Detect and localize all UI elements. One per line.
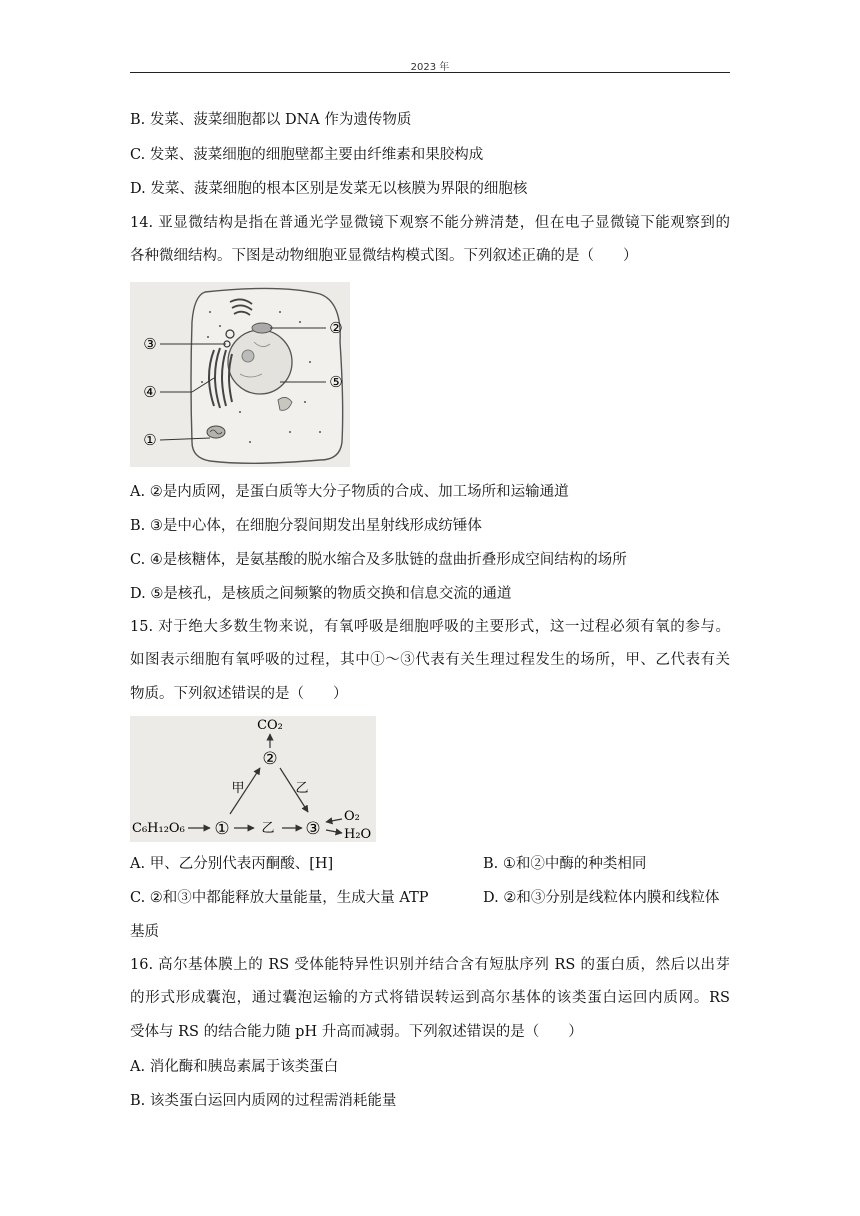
q15-option-d-continued: 基质 xyxy=(130,924,159,940)
yi-right-label: 乙 xyxy=(295,781,309,796)
q15-stem-line3: 物质。下列叙述错误的是（ ） xyxy=(130,686,348,702)
aerobic-respiration-diagram xyxy=(130,716,376,842)
yi-bottom-label: 乙 xyxy=(261,821,275,836)
cell-label-3: ③ xyxy=(143,335,157,353)
site-1: ① xyxy=(214,819,230,839)
q15-option-c: C. ②和③中都能释放大量能量，生成大量 ATP xyxy=(130,890,429,906)
q16-option-a: A. 消化酶和胰岛素属于该类蛋白 xyxy=(130,1059,339,1075)
q13-option-c: C. 发菜、菠菜细胞的细胞壁都主要由纤维素和果胶构成 xyxy=(130,147,484,163)
q14-option-b: B. ③是中心体，在细胞分裂间期发出星射线形成纺锤体 xyxy=(130,518,482,534)
cell-label-4: ④ xyxy=(143,383,157,401)
header-rule xyxy=(130,72,730,73)
cell-label-1: ① xyxy=(143,431,157,449)
q13-option-b: B. 发菜、菠菜细胞都以 DNA 作为遗传物质 xyxy=(130,112,412,128)
co2-label: CO₂ xyxy=(257,718,283,733)
cell-label-5: ⑤ xyxy=(329,373,343,391)
q16-stem-line2: 的形式形成囊泡，通过囊泡运输的方式将错误转运到高尔基体的该类蛋白运回内质网。RS xyxy=(130,990,730,1006)
o2-label: O₂ xyxy=(344,809,360,824)
glucose-label: C₆H₁₂O₆ xyxy=(132,821,185,836)
q14-stem-line2: 各种微细结构。下图是动物细胞亚显微结构模式图。下列叙述正确的是（ ） xyxy=(130,248,638,264)
animal-cell-diagram xyxy=(130,282,350,467)
q15-stem-line2: 如图表示细胞有氧呼吸的过程，其中①～③代表有关生理过程发生的场所，甲、乙代表有关 xyxy=(130,652,730,668)
site-3: ③ xyxy=(305,819,321,839)
q14-option-d: D. ⑤是核孔，是核质之间频繁的物质交换和信息交流的通道 xyxy=(130,586,512,602)
cell-label-2: ② xyxy=(329,319,343,337)
site-2: ② xyxy=(262,749,278,769)
h2o-label: H₂O xyxy=(344,827,372,842)
q14-option-c: C. ④是核糖体，是氨基酸的脱水缩合及多肽链的盘曲折叠形成空间结构的场所 xyxy=(130,552,627,568)
q15-option-b: B. ①和②中酶的种类相同 xyxy=(483,856,647,872)
q16-stem-line3: 受体与 RS 的结合能力随 pH 升高而减弱。下列叙述错误的是（ ） xyxy=(130,1024,583,1040)
q14-stem-line1: 14. 亚显微结构是指在普通光学显微镜下观察不能分辨清楚，但在电子显微镜下能观察到的 xyxy=(130,215,730,231)
q15-option-d: D. ②和③分别是线粒体内膜和线粒体 xyxy=(483,890,720,906)
q15-option-a: A. 甲、乙分别代表丙酮酸、[H] xyxy=(130,856,334,872)
q16-option-b: B. 该类蛋白运回内质网的过程需消耗能量 xyxy=(130,1093,397,1109)
page-header: 2023 年 xyxy=(410,62,450,73)
q16-stem-line1: 16. 高尔基体膜上的 RS 受体能特异性识别并结合含有短肽序列 RS 的蛋白质，然后以出芽 xyxy=(130,957,730,973)
q13-option-d: D. 发菜、菠菜细胞的根本区别是发菜无以核膜为界限的细胞核 xyxy=(130,181,528,197)
jia-label: 甲 xyxy=(231,781,245,796)
q14-option-a: A. ②是内质网，是蛋白质等大分子物质的合成、加工场所和运输通道 xyxy=(130,484,569,500)
q15-stem-line1: 15. 对于绝大多数生物来说，有氧呼吸是细胞呼吸的主要形式，这一过程必须有氧的参与。 xyxy=(130,619,730,635)
